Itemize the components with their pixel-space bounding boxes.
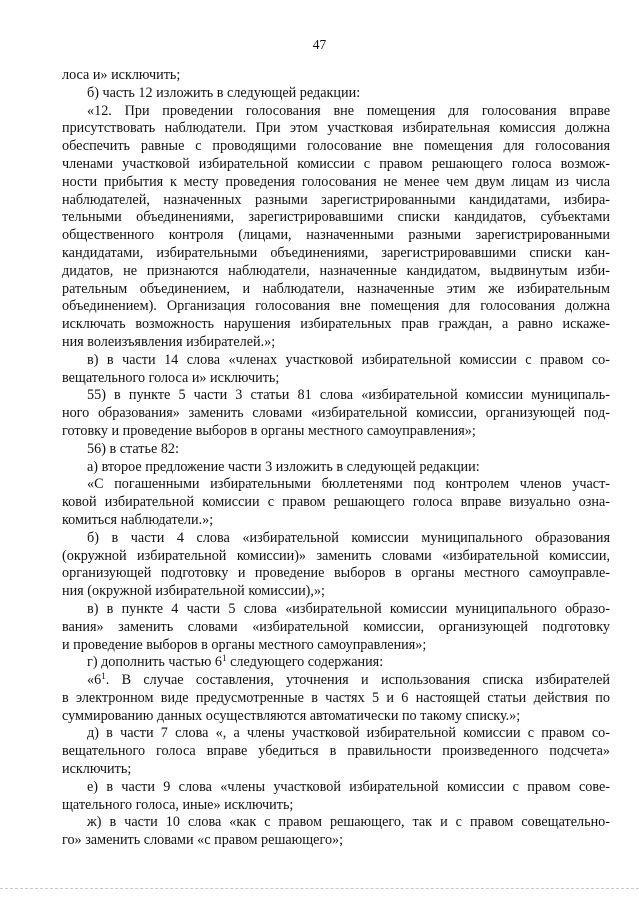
text-line-content: го» заменить словами «с правом решающего»; bbox=[62, 832, 344, 849]
text-line-content: «6 bbox=[87, 672, 102, 689]
text-line-content: в) в пункте 4 части 5 слова «избирательной комиссии муниципального образо- bbox=[87, 600, 610, 617]
text-line bbox=[62, 814, 610, 832]
text-line bbox=[62, 103, 610, 121]
text-line-content: лоса и» исключить; bbox=[62, 67, 181, 83]
text-line bbox=[62, 725, 610, 743]
text-line-content: (окружной избирательной комиссии)» заменить словами «избирательной комиссии, bbox=[62, 547, 610, 564]
text-line bbox=[62, 85, 610, 103]
text-line-content: в) в части 14 слова «членах участковой избирательной комиссии с правом со- bbox=[87, 351, 610, 368]
text-line-content: вещательного голоса вправе убедиться в правильности произведенного подсчета» bbox=[62, 743, 610, 760]
text-line-content: суммированию данных осуществляются автоматически по такому списку.»; bbox=[62, 707, 521, 724]
text-line bbox=[62, 583, 610, 601]
text-line-content: наблюдателей, назначенных разными зарегистрированными кандидатами, избира- bbox=[62, 191, 610, 208]
text-line bbox=[62, 708, 610, 726]
text-line-content: ния (окружной избирательной комиссии),»; bbox=[62, 583, 325, 600]
text-line bbox=[62, 174, 610, 192]
text-line bbox=[62, 316, 610, 334]
text-line bbox=[62, 476, 610, 494]
text-line bbox=[62, 548, 610, 566]
text-line bbox=[62, 832, 610, 850]
text-line-content: объединением). Организация голосования вне помещения для голосования должна bbox=[62, 298, 610, 315]
text-line-content: тельными объединениями, зарегистрировавшими списки кандидатов, субъектами bbox=[62, 209, 610, 226]
text-line bbox=[62, 245, 610, 263]
text-line bbox=[62, 67, 610, 85]
text-line-content: вещательного голоса и» исключить; bbox=[62, 369, 280, 386]
superscript-index: 1 bbox=[101, 671, 106, 682]
page-bottom-divider bbox=[0, 888, 639, 889]
document-body bbox=[62, 67, 610, 850]
text-line-content: в электронном виде предусмотренные в частях 5 и 6 настоящей статьи действия по bbox=[62, 689, 610, 706]
text-line bbox=[62, 209, 610, 227]
text-line-content: б) в части 4 слова «избирательной комиссии муниципального образования bbox=[87, 529, 610, 546]
text-line bbox=[62, 512, 610, 530]
superscript-index: 1 bbox=[222, 653, 227, 664]
text-line bbox=[62, 654, 610, 672]
text-line-content: рательным объединением, и наблюдатели, назначенные этим же избирательным bbox=[62, 280, 610, 297]
text-line-content: дидатов, не признаются наблюдатели, назначенные кандидатом, выдвинутым изби- bbox=[62, 262, 610, 279]
text-line-continuation: следующего содержания: bbox=[226, 654, 384, 671]
text-line bbox=[62, 387, 610, 405]
text-line-content: е) в части 9 слова «члены участковой избирательной комиссии с правом сове- bbox=[87, 778, 610, 795]
text-line bbox=[62, 672, 610, 690]
text-line-content: г) дополнить частью 6 bbox=[87, 654, 223, 671]
text-line-content: «С погашенными избирательными бюллетенями под контролем членов участ- bbox=[87, 476, 610, 493]
text-line bbox=[62, 298, 610, 316]
text-line bbox=[62, 637, 610, 655]
text-line-content: ж) в части 10 слова «как с правом решающего, так и с правом совещательно- bbox=[87, 814, 610, 831]
text-line-content: вания» заменить словами «избирательной комиссии, организующей подготовку bbox=[62, 618, 610, 635]
text-line bbox=[62, 494, 610, 512]
text-line bbox=[62, 797, 610, 815]
text-line-content: ковой избирательной комиссии с правом решающего голоса вправе визуально озна- bbox=[62, 494, 610, 511]
text-line bbox=[62, 459, 610, 477]
text-line bbox=[62, 601, 610, 619]
text-line bbox=[62, 281, 610, 299]
text-line-content: членами участковой избирательной комиссии с правом решающего голоса возмож- bbox=[62, 155, 610, 172]
text-line bbox=[62, 138, 610, 156]
text-line-content: д) в части 7 слова «, а члены участковой избирательной комиссии с правом со- bbox=[87, 725, 610, 742]
text-line-content: присутствовать наблюдатели. При этом участковая избирательная комиссия должна bbox=[62, 120, 610, 137]
text-line-content: ности прибытия к месту проведения голосования не менее чем двум лицам из числа bbox=[62, 173, 610, 190]
text-line bbox=[62, 761, 610, 779]
text-line bbox=[62, 156, 610, 174]
text-line-content: щательного голоса, иные» исключить; bbox=[62, 796, 294, 813]
text-line bbox=[62, 370, 610, 388]
text-line bbox=[62, 441, 610, 459]
text-line-content: и проведение выборов в органы местного самоуправления»; bbox=[62, 636, 427, 653]
text-line-content: ния волеизъявления избирателей.»; bbox=[62, 333, 276, 350]
text-line bbox=[62, 192, 610, 210]
text-line bbox=[62, 779, 610, 797]
text-line bbox=[62, 530, 610, 548]
text-line bbox=[62, 690, 610, 708]
text-line-content: организующей подготовку и проведение выборов в органы местного самоуправле- bbox=[62, 565, 610, 582]
text-line bbox=[62, 743, 610, 761]
text-line bbox=[62, 405, 610, 423]
text-line-content: готовку и проведение выборов в органы местного самоуправления»; bbox=[62, 422, 476, 439]
text-line-content: исключить; bbox=[62, 761, 132, 778]
text-line-content: а) второе предложение части 3 изложить в следующей редакции: bbox=[87, 458, 480, 475]
text-line bbox=[62, 352, 610, 370]
text-line bbox=[62, 565, 610, 583]
text-line-content: комиться наблюдатели.»; bbox=[62, 511, 214, 528]
text-line-content: 55) в пункте 5 части 3 статьи 81 слова «избирательной комиссии муниципаль- bbox=[87, 387, 610, 404]
text-line-content: общественного контроля (лицами, назначенными разными зарегистрированными bbox=[62, 227, 610, 244]
text-line-content: б) часть 12 изложить в следующей редакции: bbox=[87, 84, 361, 101]
text-line-content: исключать возможность нарушения избирательных прав граждан, а равно искаже- bbox=[62, 316, 610, 333]
text-line bbox=[62, 423, 610, 441]
text-line-content: «12. При проведении голосования вне помещения для голосования вправе bbox=[87, 102, 610, 119]
text-line bbox=[62, 263, 610, 281]
text-line bbox=[62, 334, 610, 352]
text-line-content: кандидатами, избирательными объединениями, зарегистрировавшими списки кан- bbox=[62, 244, 610, 261]
text-line-continuation: . В случае составления, уточнения и использования списка избирателей bbox=[105, 672, 610, 689]
text-line bbox=[62, 227, 610, 245]
text-line-content: обеспечить равные с проводящими голосование вне помещения для голосования bbox=[62, 138, 610, 155]
text-line bbox=[62, 120, 610, 138]
text-line bbox=[62, 619, 610, 637]
text-line-content: ного образования» заменить словами «избирательной комиссии, организующей под- bbox=[62, 405, 610, 422]
text-line-content: 56) в статье 82: bbox=[87, 440, 179, 457]
page-number: 47 bbox=[312, 37, 327, 52]
